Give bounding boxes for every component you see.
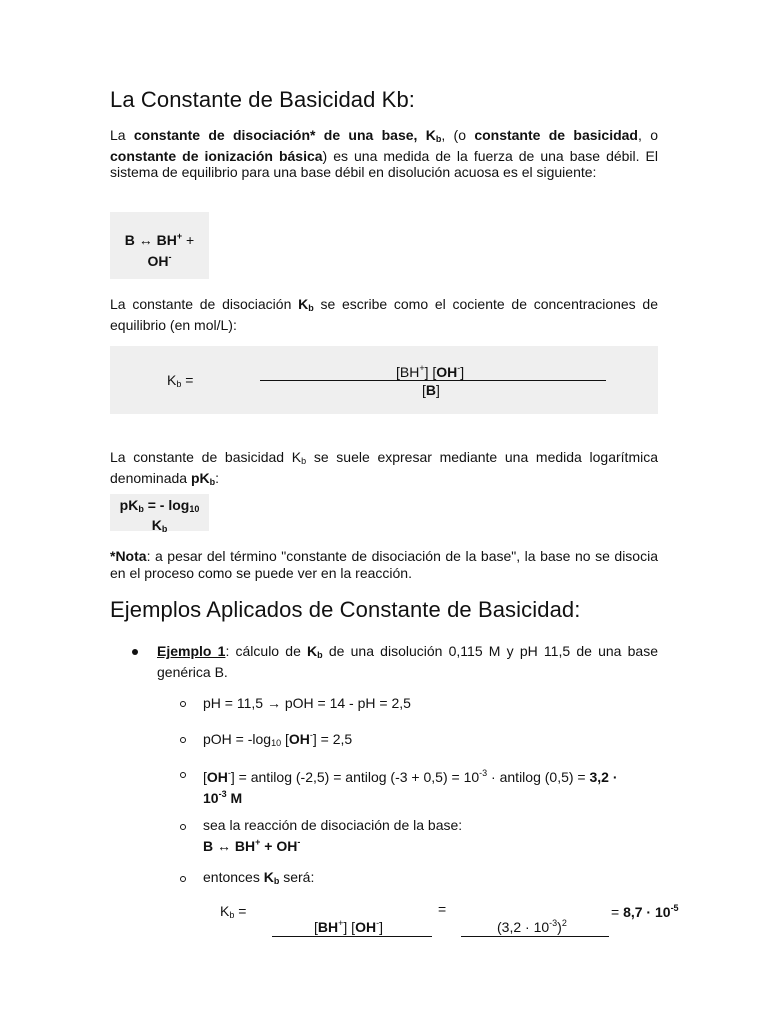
kb-lhs: $K_b$ = <box>167 372 194 389</box>
step-poh: pOH = $-\log_{10}$ [OH-] = 2,5 <box>203 730 353 748</box>
example1-text: Ejemplo 1: cálculo de $K_b$ de una disolución 0,115 M y pH 11,5 de una base genérica B. <box>157 643 658 680</box>
kb-calc-numerator: [BH+] [OH-] <box>314 918 383 935</box>
kb-denominator: [B] <box>422 382 440 398</box>
step-oh-concentration: [OH-] = antilog (-2,5) = antilog $(-3 + 0,5) = 10^{-3}$ · antilog (0,5) = 3,2 · $10^{-3}$ M <box>203 768 618 806</box>
sub-bullet <box>180 824 186 830</box>
step-kb: entonces $K_b$ será: <box>203 869 315 886</box>
sub-bullet <box>180 701 186 707</box>
equals-sign: = <box>438 901 447 917</box>
fraction-bar <box>260 380 606 381</box>
heading-ejemplos: Ejemplos Aplicados de Constante de Basicidad: <box>110 597 581 622</box>
sub-bullet <box>180 772 186 778</box>
kb-calc-value: $(3,2 \cdot 10^{-3})^2$ <box>497 918 567 935</box>
sub-bullet <box>180 876 186 882</box>
equilibrium-box: B ↔ BH+ + OH- <box>110 212 209 279</box>
kb-calc-lhs: $K_b$ = <box>220 903 247 920</box>
note-paragraph: *Nota: a pesar del término "constante de disociación de la base", la base no se disocia en el proceso como se puede ver en la reacción. <box>110 548 658 581</box>
sub-bullet <box>180 737 186 743</box>
heading-constante-basicidad: La Constante de Basicidad Kb: <box>110 87 415 112</box>
pkb-paragraph: La constante de basicidad $K_b$ se suele expresar mediante una medida logarítmica denominada $pK_b$: <box>110 449 659 487</box>
fraction-bar <box>272 936 432 937</box>
pkb-box: $pK_b$ = - $\log_{10}$ $K_b$ <box>110 494 209 531</box>
bullet-dot <box>132 649 138 655</box>
fraction-bar <box>461 936 609 937</box>
step-ph: pH = 11,5 → pOH = 14 - pH = 2,5 <box>203 695 411 711</box>
kb-result: = $8,7 \cdot 10^{-5}$ <box>611 903 679 920</box>
kb-numerator: [BH+] [OH-] <box>396 363 465 380</box>
step-reaction: sea la reacción de disociación de la base: B ↔ BH+ + OH- <box>203 817 463 854</box>
intro-paragraph: La constante de disociación* de una base, $K_b$, (o constante de basicidad, o constante de ionización básica) es una medida de la fuerza de una base débil. El sistema de equilibrio para una base débil en disolución acuosa es el siguiente: <box>110 127 658 180</box>
kb-definition-paragraph: La constante de disociación $K_b$ se escribe como el cociente de concentraciones de equilibrio (en mol/L): <box>110 296 658 333</box>
